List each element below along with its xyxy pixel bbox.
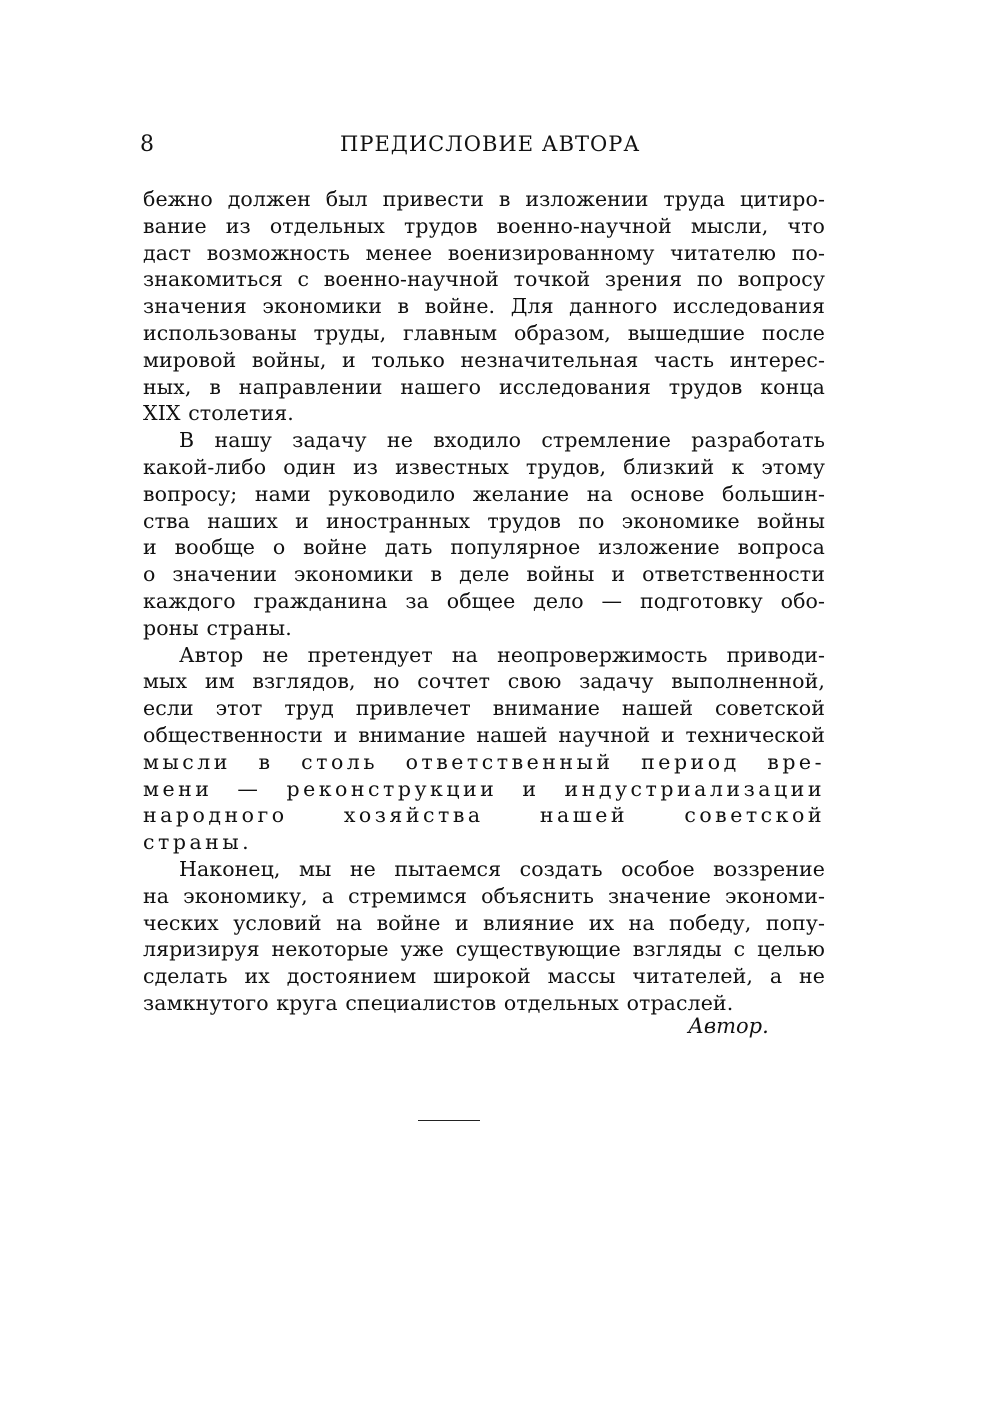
text-line: о значении экономики в деле войны и ответственности (143, 562, 825, 587)
text-line: ных, в направлении нашего исследования трудов конца (143, 374, 825, 399)
paragraph-4 (143, 856, 825, 1017)
author-signature: Автор. (688, 1014, 769, 1038)
text-line: страны. (143, 830, 253, 855)
text-line: Наконец, мы не пытаемся создать особое воззрение (179, 856, 825, 881)
paragraph-3 (143, 642, 825, 856)
text-line: Автор не претендует на неопровержимость приводи- (179, 642, 825, 667)
text-line: бежно должен был привести в изложении труда цитиро- (143, 187, 825, 211)
text-line: народного хозяйства нашей советской (143, 803, 825, 828)
page-number: 8 (140, 132, 155, 157)
text-line: сделать их достоянием широкой массы читателей, а не (143, 964, 825, 989)
running-title: ПРЕДИСЛОВИЕ АВТОРА (340, 132, 641, 156)
text-line: замкнутого круга специалистов отдельных отраслей. (143, 990, 734, 1015)
paragraph-2 (143, 427, 825, 641)
running-head (140, 132, 824, 166)
text-line: ляризируя некоторые уже существующие взгляды с целью (143, 937, 825, 962)
text-line: знакомиться с военно-научной точкой зрения по вопросу (143, 267, 825, 292)
text-line: вание из отдельных трудов военно-научной мысли, что (143, 213, 825, 238)
text-line: ства наших и иностранных трудов по экономике войны (143, 508, 825, 533)
text-line: использованы труды, главным образом, вышедшие после (143, 320, 825, 345)
text-line: и вообще о войне дать популярное изложение вопроса (143, 535, 825, 560)
text-line: ческих условий на войне и влияние их на победу, попу- (143, 910, 825, 935)
text-line: роны страны. (143, 615, 292, 640)
text-line: мысли в столь ответственный период вре- (143, 749, 825, 774)
paragraph-1 (143, 186, 825, 427)
text-line: общественности и внимание нашей научной и технической (143, 722, 825, 747)
text-line: значения экономики в войне. Для данного исследования (143, 294, 825, 319)
text-line: даст возможность менее военизированному читателю по- (143, 240, 825, 265)
text-line: вопросу; нами руководило желание на основе большин- (143, 481, 825, 506)
text-line: на экономику, а стремимся объяснить значение экономи- (143, 883, 825, 908)
text-line: каждого гражданина за общее дело — подготовку обо- (143, 588, 825, 613)
text-line: какой-либо один из известных трудов, близкий к этому (143, 454, 825, 479)
text-line: мени — реконструкции и индустриализации (143, 776, 825, 801)
body-text (143, 186, 825, 1017)
text-line: В нашу задачу не входило стремление разработать (179, 428, 825, 453)
text-line: мых им взглядов, но сочтет свою задачу выполненной, (143, 669, 825, 694)
text-line: если этот труд привлечет внимание нашей советской (143, 696, 825, 721)
end-rule (418, 1120, 480, 1121)
text-line: мировой войны, и только незначительная часть интерес- (143, 347, 825, 372)
text-line: XIX столетия. (143, 401, 294, 426)
